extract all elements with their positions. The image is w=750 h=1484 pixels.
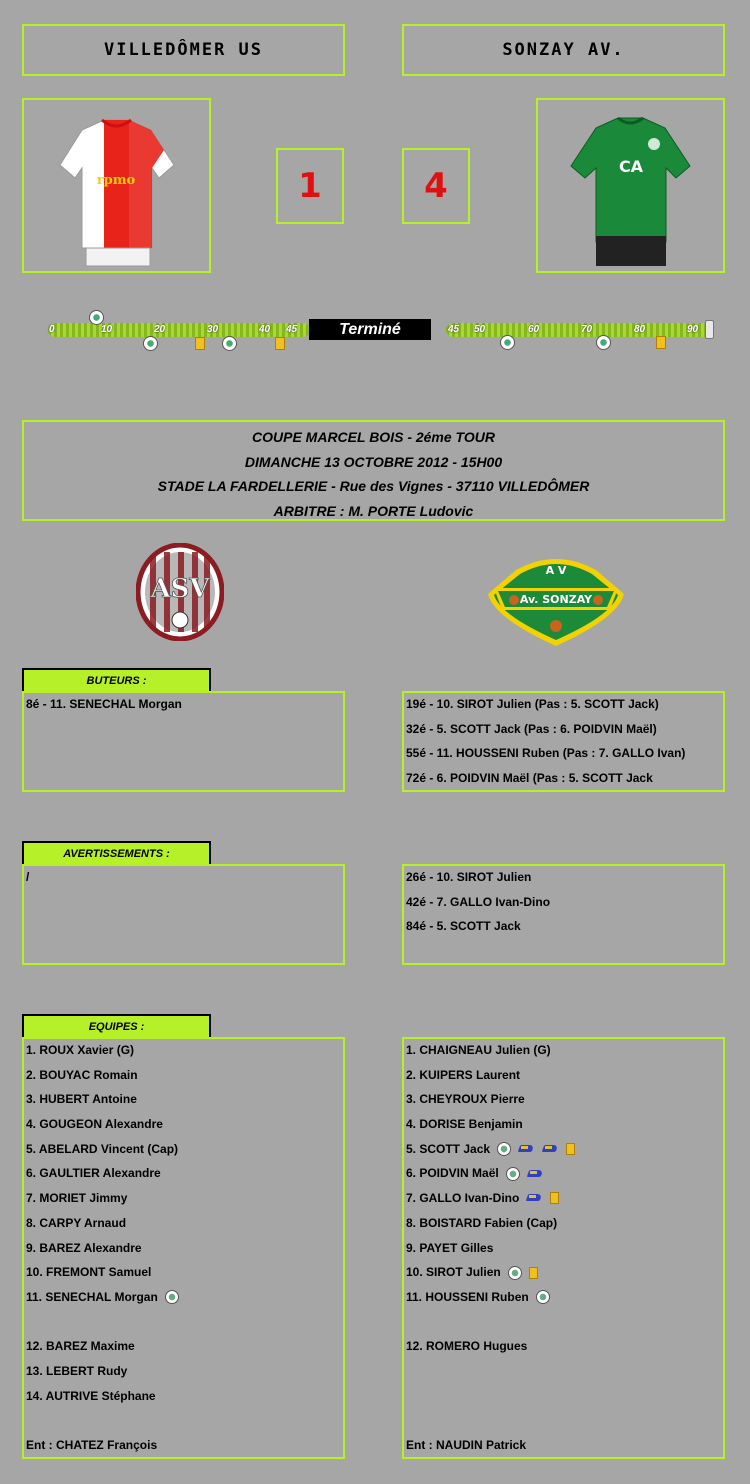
player-row [406,1211,575,1236]
player-name: 3. CHEYROUX Pierre [406,1092,525,1107]
yellow-card-icon [195,337,205,350]
svg-text:CA: CA [618,157,644,176]
home-team-name: VILLEDÔMER US [22,24,345,76]
boot-icon [526,1169,544,1179]
away-lineup-list [406,1038,575,1458]
home-lineup-list [26,1038,179,1458]
warnings-tab: AVERTISSEMENTS : [22,841,211,866]
home-score: 1 [276,148,344,224]
timeline-tick: 70 [581,324,593,335]
player-name: 4. DORISE Benjamin [406,1117,523,1132]
player-name: 5. SCOTT Jack [406,1141,491,1156]
svg-text:ASV: ASV [150,574,210,604]
player-row [26,1236,179,1261]
warning-item: 42é - 7. GALLO Ivan-Dino [406,894,551,909]
spacer-row [406,1359,575,1384]
player-name: 2. KUIPERS Laurent [406,1067,521,1082]
sub-row: 13. LEBERT Rudy [26,1363,128,1378]
away-goal-ball-icon [222,336,237,351]
player-row [406,1285,575,1310]
warning-item: 26é - 10. SIROT Julien [406,870,532,884]
away-jersey-icon [538,100,723,271]
player-row [26,1260,179,1285]
player-name: 7. GALLO Ivan-Dino [406,1191,520,1206]
timeline-tick: 60 [528,324,540,335]
player-row [26,1161,179,1186]
match-status: Terminé [309,319,431,340]
player-row [26,1038,179,1063]
player-row [406,1236,575,1261]
spacer-row [26,1408,179,1433]
timeline-tick: 10 [101,324,113,335]
scorer-item: 55é - 11. HOUSSENI Ruben (Pas : 7. GALLO Ivan) [406,746,686,761]
yellow-card-icon [529,1267,538,1279]
teams-tab: EQUIPES : [22,1014,211,1039]
away-score: 4 [402,148,470,224]
timeline-tick: 30 [207,324,219,335]
player-row [26,1087,179,1112]
timeline-tick: 45 [286,324,298,335]
player-name: 8. BOISTARD Fabien (Cap) [406,1215,558,1230]
referee: ARBITRE : M. PORTE Ludovic [273,502,474,519]
player-name: 2. BOUYAC Romain [26,1067,138,1082]
away-goal-ball-icon [500,335,515,350]
timeline-tick: 80 [634,324,646,335]
svg-text:Av. SONZAY: Av. SONZAY [519,593,593,606]
player-row [406,1260,575,1285]
yellow-card-icon [275,337,285,350]
coach-row: Ent : NAUDIN Patrick [406,1438,527,1452]
home-warnings-list [26,865,29,890]
svg-text:A V: A V [545,564,567,577]
sub-row: 12. ROMERO Hugues [406,1339,528,1354]
player-name: 6. GAULTIER Alexandre [26,1166,161,1181]
player-row [406,1161,575,1186]
player-row [406,1038,575,1063]
warning-item: 84é - 5. SCOTT Jack [406,919,521,934]
ball-icon [165,1290,179,1304]
scorer-item: 32é - 5. SCOTT Jack (Pas : 6. POIDVIN Maël) [406,721,657,736]
player-row [406,1137,575,1162]
match-date: DIMANCHE 13 OCTOBRE 2012 - 15H00 [244,453,503,470]
away-scorers-list [406,692,685,791]
timeline-second-half [446,323,714,337]
competition: COUPE MARCEL BOIS - 2éme TOUR [252,429,495,445]
home-goal-ball-icon [89,310,104,325]
player-row [26,1211,179,1236]
boot-icon [517,1144,535,1154]
player-row [26,1137,179,1162]
away-team-name: SONZAY AV. [402,24,725,76]
boot-icon [525,1193,543,1203]
ball-icon [508,1266,522,1280]
coach-row: Ent : CHATEZ François [26,1438,158,1452]
spacer-row [406,1310,575,1335]
player-name: 11. HOUSSENI Ruben [406,1289,529,1304]
scorer-item: 72é - 6. POIDVIN Maël (Pas : 5. SCOTT Jack [406,771,653,786]
player-name: 10. SIROT Julien [406,1265,501,1280]
match-info [22,420,725,521]
player-name: 10. FREMONT Samuel [26,1265,152,1280]
stadium: STADE LA FARDELLERIE - Rue des Vignes - 37110 VILLEDÔMER [157,478,590,494]
scorer-item: 8é - 11. SENECHAL Morgan [26,697,182,711]
player-name: 7. MORIET Jimmy [26,1191,128,1206]
away-goal-ball-icon [143,336,158,351]
timeline-tick: 45 [448,324,460,335]
player-row [406,1186,575,1211]
player-name: 4. GOUGEON Alexandre [26,1117,163,1132]
scorer-item: 19é - 10. SIROT Julien (Pas : 5. SCOTT Jack) [406,697,659,711]
home-crest-logo [136,543,224,641]
player-name: 9. PAYET Gilles [406,1240,494,1255]
player-row [406,1112,575,1137]
timeline-tick: 0 [49,324,55,335]
scorers-tab: BUTEURS : [22,668,211,693]
player-row [26,1285,179,1310]
home-scorers-list [26,692,182,717]
player-row [26,1063,179,1088]
home-warnings-box [22,864,345,965]
home-jersey-icon [24,100,209,271]
player-name: 11. SENECHAL Morgan [26,1289,158,1304]
warning-item: / [26,870,30,884]
boot-icon [541,1144,559,1154]
player-row [406,1063,575,1088]
yellow-card-icon [656,336,666,349]
away-warnings-list [406,865,550,939]
spacer-row [26,1310,179,1335]
player-name: 6. POIDVIN Maël [406,1166,499,1181]
ball-icon [506,1167,520,1181]
ball-icon [536,1290,550,1304]
home-jersey-frame [22,98,211,273]
player-name: 5. ABELARD Vincent (Cap) [26,1141,179,1156]
away-goal-ball-icon [596,335,611,350]
player-row [26,1112,179,1137]
svg-text:rpmo: rpmo [96,173,136,188]
ball-icon [497,1142,511,1156]
timeline-tick: 40 [259,324,271,335]
yellow-card-icon [566,1143,575,1155]
player-name: 9. BAREZ Alexandre [26,1240,142,1255]
player-row [406,1087,575,1112]
timeline-tick: 90 [687,324,699,335]
timeline-tick: 20 [154,324,166,335]
sub-row: 12. BAREZ Maxime [26,1339,135,1354]
sub-row: 14. AUTRIVE Stéphane [26,1388,156,1403]
away-crest-logo [484,548,628,648]
player-row [26,1186,179,1211]
player-name: 1. ROUX Xavier (G) [26,1043,135,1057]
spacer-row [406,1384,575,1409]
spacer-row [406,1408,575,1433]
timeline-end-handle [705,320,714,339]
away-jersey-frame [536,98,725,273]
timeline-tick: 50 [474,324,486,335]
player-name: 3. HUBERT Antoine [26,1092,137,1107]
player-name: 1. CHAIGNEAU Julien (G) [406,1043,551,1057]
yellow-card-icon [550,1192,559,1204]
timeline-first-half [48,323,310,337]
player-name: 8. CARPY Arnaud [26,1215,127,1230]
